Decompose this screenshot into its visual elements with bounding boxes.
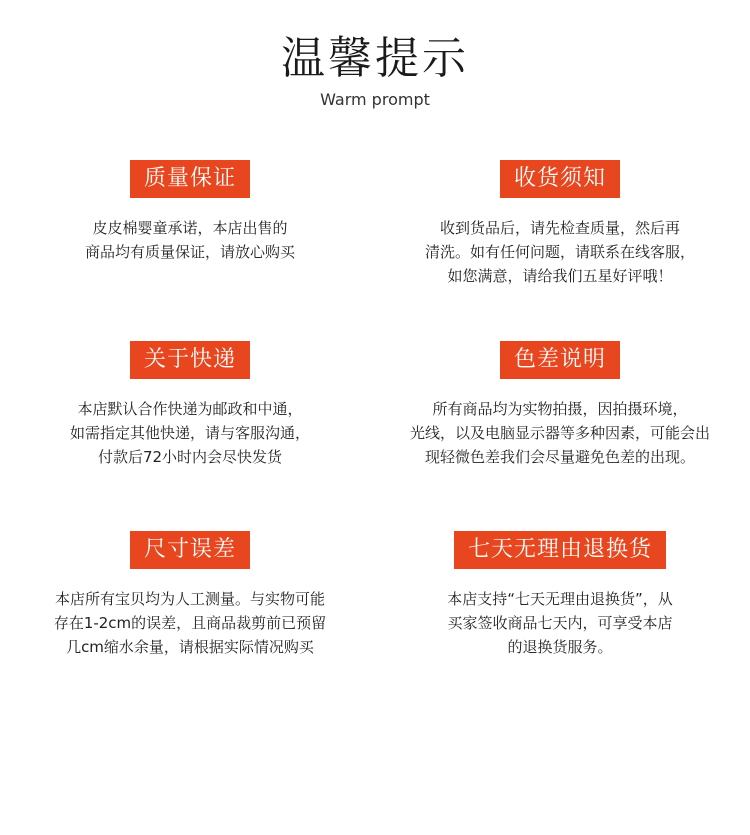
tip-body (5, 397, 375, 469)
tip-line: 皮皮棉婴童承诺，本店出售的 (92, 219, 288, 237)
tip-body (375, 397, 745, 469)
tip-heading: 收货须知 (500, 160, 620, 198)
tip-heading: 尺寸误差 (130, 531, 250, 569)
tip-seven-day-return (375, 531, 745, 659)
tip-body (375, 216, 745, 288)
tip-line: 商品均有质量保证，请放心购买 (84, 243, 295, 261)
tip-receiving-notice (375, 160, 745, 288)
tip-heading: 七天无理由退换货 (454, 531, 666, 569)
tip-about-delivery (5, 341, 375, 469)
tip-body (375, 587, 745, 659)
tip-body (5, 216, 375, 264)
tip-line: 买家签收商品七天内，可享受本店 (447, 614, 673, 632)
tip-line: 存在1-2cm的误差，且商品裁剪前已预留 (53, 614, 327, 632)
page-title: 温馨提示 (281, 33, 469, 84)
tip-line: 清洗。如有任何问题，请联系在线客服， (424, 243, 695, 261)
tip-line: 现轻微色差我们会尽量避免色差的出现。 (424, 448, 695, 466)
tip-line: 本店默认合作快递为邮政和中通， (77, 400, 303, 418)
tip-heading: 质量保证 (130, 160, 250, 198)
title-block (0, 30, 750, 110)
tip-line: 本店所有宝贝均为人工测量。与实物可能 (54, 590, 325, 608)
tip-body (5, 587, 375, 659)
tip-heading: 关于快递 (130, 341, 250, 379)
tip-quality-guarantee (5, 160, 375, 264)
tip-color-difference (375, 341, 745, 469)
tip-line: 如您满意，请给我们五星好评哦！ (447, 267, 673, 285)
page-subtitle: Warm prompt (320, 90, 430, 109)
tip-line: 所有商品均为实物拍摄，因拍摄环境， (432, 400, 688, 418)
tip-line: 付款后72小时内会尽快发货 (97, 448, 283, 466)
tip-line: 如需指定其他快递，请与客服沟通， (69, 424, 310, 442)
tip-line: 光线，以及电脑显示器等多种因素，可能会出 (409, 424, 710, 442)
tip-line: 几cm缩水余量，请根据实际情况购买 (66, 638, 314, 656)
tip-size-error (5, 531, 375, 659)
tip-line: 本店支持“七天无理由退换货”，从 (447, 590, 673, 608)
tip-line: 收到货品后，请先检查质量，然后再 (439, 219, 680, 237)
tip-line: 的退换货服务。 (507, 638, 613, 656)
tip-heading: 色差说明 (500, 341, 620, 379)
